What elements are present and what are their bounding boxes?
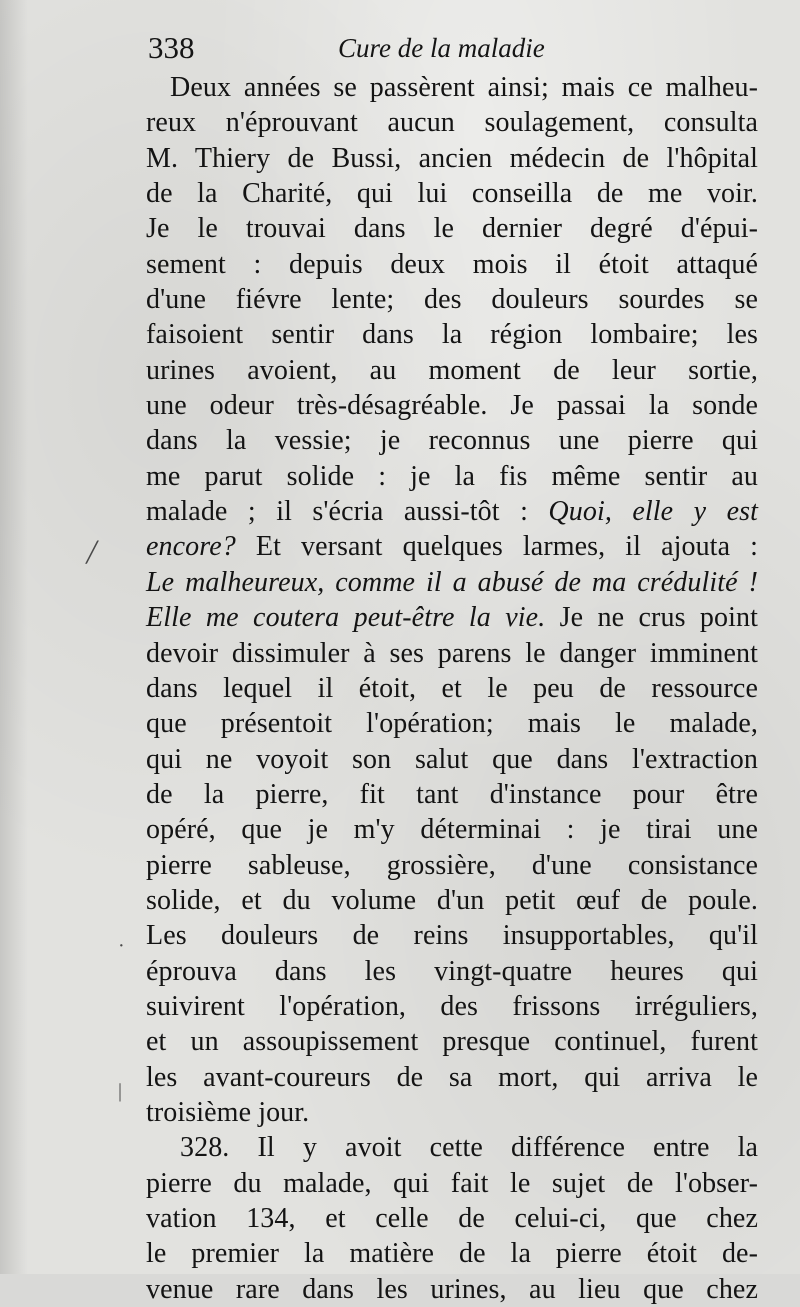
text-line: pierre du malade, qui fait le sujet de l'obser- <box>146 1167 758 1199</box>
paragraph-start: 328. Il y avoit cette différence entre la <box>180 1132 758 1164</box>
text-line: Deux années se passèrent ainsi; mais ce malheu- <box>170 72 758 103</box>
text-line: me parut solide : je la fis même sentir au <box>146 460 758 492</box>
text-line: de la pierre, fit tant d'instance pour être <box>146 778 758 810</box>
text-line: d'une fiévre lente; des douleurs sourdes se <box>146 284 758 316</box>
text-line: éprouva dans les vingt-quatre heures qui <box>146 955 758 987</box>
ink-speck: ╱ <box>86 542 99 564</box>
text-line: qui ne voyoit son salut que dans l'extraction <box>146 743 758 775</box>
text-line: opéré, que je m'y déterminai : je tirai une <box>146 814 758 846</box>
text-line: malade ; il s'écria aussi-tôt : Quoi, elle y est <box>146 496 758 528</box>
running-title: Cure de la maladie <box>338 33 545 63</box>
text-line: sement : depuis deux mois il étoit attaqué <box>146 248 758 280</box>
text-line: urines avoient, au moment de leur sortie, <box>146 354 758 386</box>
text-line: pierre sableuse, grossière, d'une consistance <box>146 849 758 881</box>
text-line: Les douleurs de reins insupportables, qu'il <box>146 920 758 952</box>
text-line: dans la vessie; je reconnus une pierre qui <box>146 425 758 457</box>
text-line: Elle me coutera peut-être la vie. Je ne crus point <box>146 602 758 634</box>
page-number: 338 <box>148 30 195 65</box>
text-line: devoir dissimuler à ses parens le danger imminent <box>146 637 758 669</box>
text-line: que présentoit l'opération; mais le malade, <box>146 708 758 740</box>
page-edge-shadow <box>0 0 28 1274</box>
body-text <box>146 70 758 1307</box>
text-line: le premier la matière de la pierre étoit de- <box>146 1238 758 1270</box>
text-line: Je le trouvai dans le dernier degré d'épui- <box>146 213 758 245</box>
text-line: venue rare dans les urines, au lieu que chez <box>146 1273 758 1305</box>
ink-speck: · <box>118 935 125 957</box>
text-line: et un assoupissement presque continuel, furent <box>146 1026 758 1058</box>
text-line: une odeur très-désagréable. Je passai la sonde <box>146 390 758 422</box>
text-line: les avant-coureurs de sa mort, qui arriva le <box>146 1061 758 1093</box>
page-header <box>148 28 618 68</box>
text-line: de la Charité, qui lui conseilla de me voir. <box>146 178 758 210</box>
text-line: reux n'éprouvant aucun soulagement, consulta <box>146 107 758 139</box>
text-line: M. Thiery de Bussi, ancien médecin de l'hôpital <box>146 142 758 174</box>
text-line: vation 134, et celle de celui-ci, que chez <box>146 1203 758 1234</box>
text-line: solide, et du volume d'un petit œuf de poule. <box>146 884 758 916</box>
text-line: faisoient sentir dans la région lombaire; les <box>146 319 758 351</box>
text-line: troisième jour. <box>146 1096 310 1128</box>
text-line: encore? Et versant quelques larmes, il ajouta : <box>146 531 758 563</box>
text-line: Le malheureux, comme il a abusé de ma crédulité ! <box>146 566 758 598</box>
ink-speck: | <box>118 1080 123 1102</box>
text-line: dans lequel il étoit, et le peu de ressource <box>146 672 758 704</box>
text-line: suivirent l'opération, des frissons irréguliers, <box>146 990 758 1022</box>
